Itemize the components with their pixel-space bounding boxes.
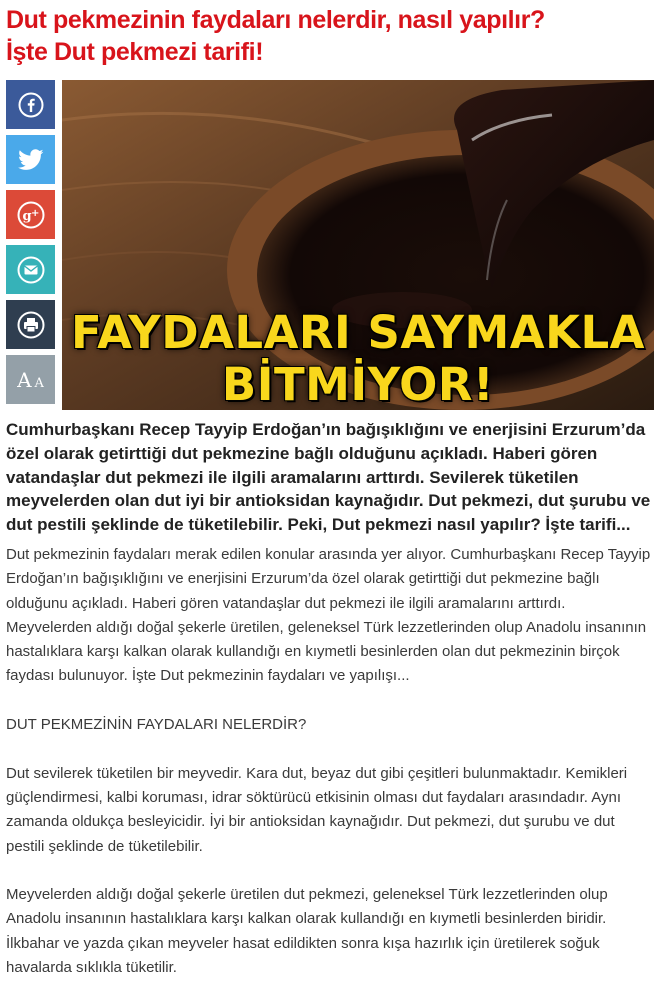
facebook-icon [18, 92, 44, 118]
email-icon [17, 256, 45, 284]
twitter-share-button[interactable] [6, 135, 55, 184]
twitter-icon [18, 149, 44, 171]
paragraph-3: Meyvelerden aldığı doğal şekerle üretilen dut pekmezi, geleneksel Türk lezzetlerinden olup Anadolu insanının hastalıklara karşı kalkan olarak kullandığı en kıymetli besinlerden biridir. İlkbahar ve yazda çıkan meyveler hasat edildikten sonra kışa hazırlık için üretilerek soğuk havalarda sıklıkla tüketilir. [6, 886, 608, 977]
section-heading: DUT PEKMEZİNİN FAYDALARI NELERDİR? [6, 716, 307, 734]
font-size-icon: A A [17, 367, 44, 392]
share-bar [6, 80, 55, 410]
article-body [6, 543, 652, 988]
email-share-button[interactable] [6, 245, 55, 294]
facebook-share-button[interactable] [6, 80, 55, 129]
svg-text:+: + [30, 207, 39, 219]
article-title [6, 4, 656, 68]
google-plus-icon [17, 201, 45, 229]
hero-caption-line2: BİTMİYOR! [221, 358, 495, 410]
hero-caption [62, 307, 654, 410]
hero-image [62, 80, 654, 410]
google-plus-share-button[interactable] [6, 190, 55, 239]
paragraph-2: Dut sevilerek tüketilen bir meyvedir. Kara dut, beyaz dut gibi çeşitleri bulunmaktadır. Kemikleri güçlendirmesi, kalbi koruması, idrar söktürücü etkisinin olması dut faydaları arasındadır. Aynı zamanda oldukça besleyicidir. İyi bir antioksidan kaynağıdır. Dut pekmezi, dut şurubu ve dut pestili şeklinde de tüketilebilir. [6, 764, 628, 855]
article-lead: Cumhurbaşkanı Recep Tayyip Erdoğan’ın bağışıklığını ve enerjisini Erzurum’da özel olarak getirttiği dut pekmezine bağlı olduğunu açıkladı. Haberi gören vatandaşlar dut pekmezi ile ilgili aramalarını arttırdı. Sevilerek tüketilen meyvelerden olan dut iyi bir antioksidan kaynağıdır. Dut pekmezi, dut şurubu ve dut pestili şeklinde de tüketilebilir. Peki, Dut pekmezi nasıl yapılır? İşte tarifi... [6, 420, 651, 535]
font-size-button[interactable] [6, 355, 55, 404]
hero-caption-line1: FAYDALARI SAYMAKLA [71, 306, 645, 359]
article-title-line1: Dut pekmezinin faydaları nelerdir, nasıl yapılır? [6, 6, 545, 34]
print-button[interactable] [6, 300, 55, 349]
print-icon [17, 311, 45, 339]
paragraph-1: Dut pekmezinin faydaları merak edilen konular arasında yer alıyor. Cumhurbaşkanı Recep Tayyip Erdoğan’ın bağışıklığını ve enerjisini Erzurum’da özel olarak getirttiği dut pekmezine bağlı olduğunu açıkladı. Haberi gören vatandaşlar dut pekmezi ile ilgili aramalarını arttırdı. Meyvelerden aldığı doğal şekerle üretilen, geleneksel Türk lezzetlerinden olup Anadolu insanının hastalıklara karşı kalkan olarak kullandığı en kıymetli besinlerden olan dut pekmezinin birçok faydası bulunuyor. İşte Dut pekmezinin faydaları ve yapılışı... [6, 546, 651, 685]
svg-text:g: g [22, 208, 32, 224]
article-title-line2: İşte Dut pekmezi tarifi! [6, 38, 264, 66]
